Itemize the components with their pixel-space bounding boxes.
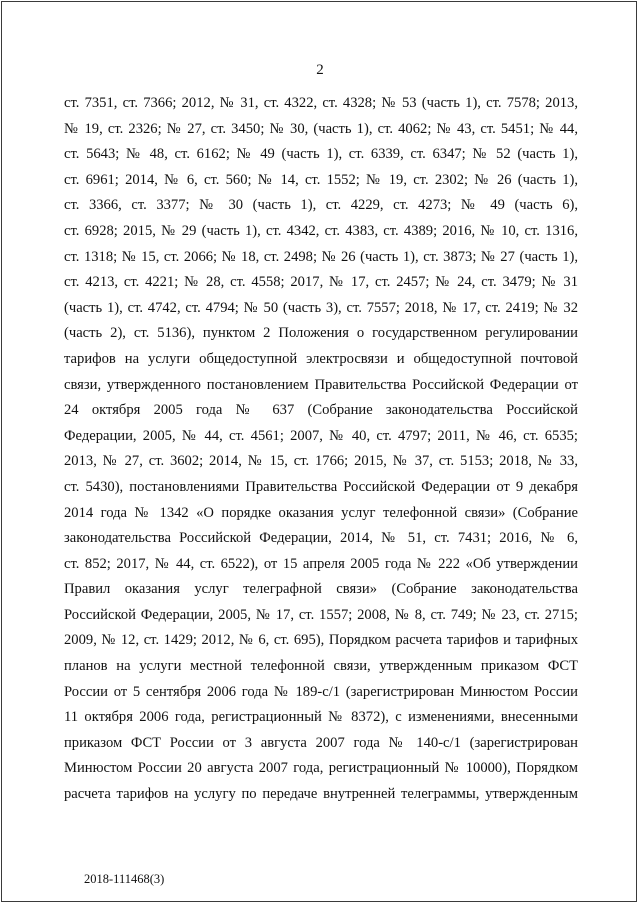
text-line: ст. 6928; 2015, № 29 (часть 1), ст. 4342, ст. 4383, ст. 4389; 2016, № 10, ст. 1316,	[64, 222, 578, 239]
text-line: связи, утвержденного постановлением Правительства Российской Федерации от	[64, 376, 578, 393]
text-line: 2014 года № 1342 «О порядке оказания услуг телефонной связи» (Собрание	[64, 504, 578, 521]
document-code: 2018-111468(3)	[84, 872, 165, 886]
text-line: законодательства Российской Федерации, 2014, № 51, ст. 7431; 2016, № 6,	[64, 530, 578, 547]
text-line: расчета тарифов на услугу по передаче внутренней телеграммы, утвержденным	[64, 786, 578, 803]
text-line: ст. 1318; № 15, ст. 2066; № 18, ст. 2498; № 26 (часть 1), ст. 3873; № 27 (часть 1),	[64, 248, 578, 265]
text-line: 2013, № 27, ст. 3602; 2014, № 15, ст. 1766; 2015, № 37, ст. 5153; 2018, № 33,	[64, 453, 578, 470]
text-line: Федерации, 2005, № 44, ст. 4561; 2007, № 40, ст. 4797; 2011, № 46, ст. 6535;	[64, 427, 578, 444]
text-line: ст. 5430), постановлениями Правительства Российской Федерации от 9 декабря	[64, 478, 578, 495]
text-line: Минюстом России 20 августа 2007 года, регистрационный № 10000), Порядком	[64, 760, 578, 777]
text-line: ст. 6961; 2014, № 6, ст. 560; № 14, ст. 1552; № 19, ст. 2302; № 26 (часть 1),	[64, 171, 578, 188]
document-body	[64, 91, 578, 808]
text-line: России от 5 сентября 2006 года № 189-с/1 (зарегистрирован Минюстом России	[64, 683, 578, 700]
text-line: 24 октября 2005 года № 637 (Собрание законодательства Российской	[64, 402, 578, 419]
text-line: приказом ФСТ России от 3 августа 2007 года № 140-с/1 (зарегистрирован	[64, 734, 578, 751]
text-line: ст. 4213, ст. 4221; № 28, ст. 4558; 2017, № 17, ст. 2457; № 24, ст. 3479; № 31	[64, 274, 578, 291]
text-line: ст. 7351, ст. 7366; 2012, № 31, ст. 4322, ст. 4328; № 53 (часть 1), ст. 7578; 2013,	[64, 95, 578, 111]
text-line: Правил оказания услуг телеграфной связи» (Собрание законодательства	[64, 581, 578, 598]
text-line: тарифов на услуги общедоступной электросвязи и общедоступной почтовой	[64, 350, 578, 367]
text-line: ст. 852; 2017, № 44, ст. 6522), от 15 апреля 2005 года № 222 «Об утверждении	[64, 555, 578, 572]
text-line: ст. 3366, ст. 3377; № 30 (часть 1), ст. 4229, ст. 4273; № 49 (часть 6),	[64, 197, 578, 214]
page-number: 2	[316, 62, 324, 78]
text-line: (часть 1), ст. 4742, ст. 4794; № 50 (часть 3), ст. 7557; 2018, № 17, ст. 2419; № 32	[64, 299, 578, 316]
text-line: 11 октября 2006 года, регистрационный № 8372), с изменениями, внесенными	[64, 709, 578, 726]
text-line: планов на услуги местной телефонной связи, утвержденным приказом ФСТ	[64, 658, 578, 675]
text-line: ст. 5643; № 48, ст. 6162; № 49 (часть 1), ст. 6339, ст. 6347; № 52 (часть 1),	[64, 146, 578, 163]
text-line: Российской Федерации, 2005, № 17, ст. 1557; 2008, № 8, ст. 749; № 23, ст. 2715;	[64, 606, 578, 623]
text-line: 2009, № 12, ст. 1429; 2012, № 6, ст. 695), Порядком расчета тарифов и тарифных	[64, 632, 578, 649]
text-line: № 19, ст. 2326; № 27, ст. 3450; № 30, (часть 1), ст. 4062; № 43, ст. 5451; № 44,	[64, 120, 578, 137]
text-line: (часть 2), ст. 5136), пунктом 2 Положения о государственном регулировании	[64, 325, 578, 342]
